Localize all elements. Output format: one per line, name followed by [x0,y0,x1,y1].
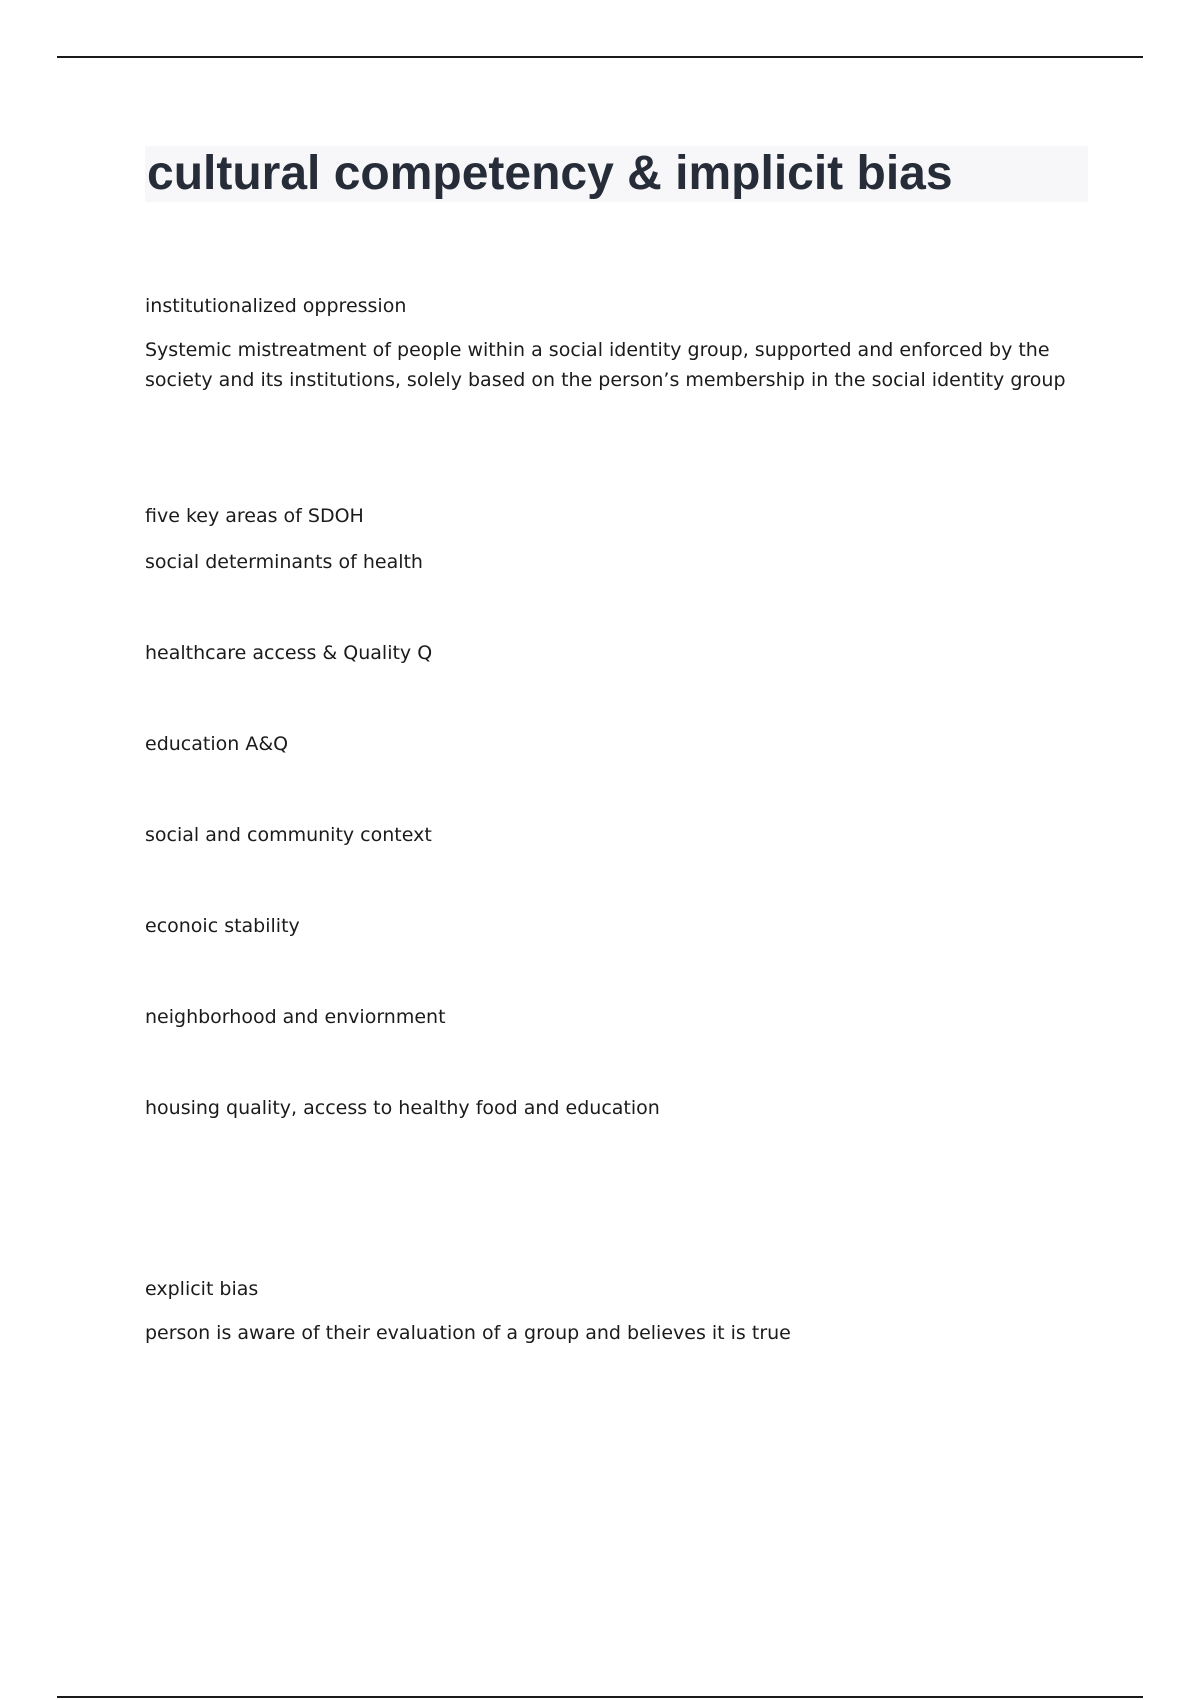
card-term: institutionalized oppression [145,295,407,317]
card-definition: person is aware of their evaluation of a group and believes it is true [145,1322,791,1344]
card-term: five key areas of SDOH [145,505,364,527]
card-definition-line: housing quality, access to healthy food and education [145,1097,660,1119]
title-band [145,146,1088,202]
card-definition-line: healthcare access & Quality Q [145,642,433,664]
card-definition-line: social and community context [145,824,432,846]
card-definition-line: education A&Q [145,733,289,755]
document-title: cultural competency & implicit bias [147,147,953,200]
header-rule [57,56,1143,58]
card-term: explicit bias [145,1278,259,1300]
card-definition: Systemic mistreatment of people within a social identity group, supported and enforced by the society and its institutions, solely based on the person’s membership in the social identity group [145,339,1066,391]
footer-rule [57,1696,1143,1698]
card-definition-line: neighborhood and enviornment [145,1006,446,1028]
card-definition-line: social determinants of health [145,551,423,573]
card-definition-line: econoic stability [145,915,300,937]
